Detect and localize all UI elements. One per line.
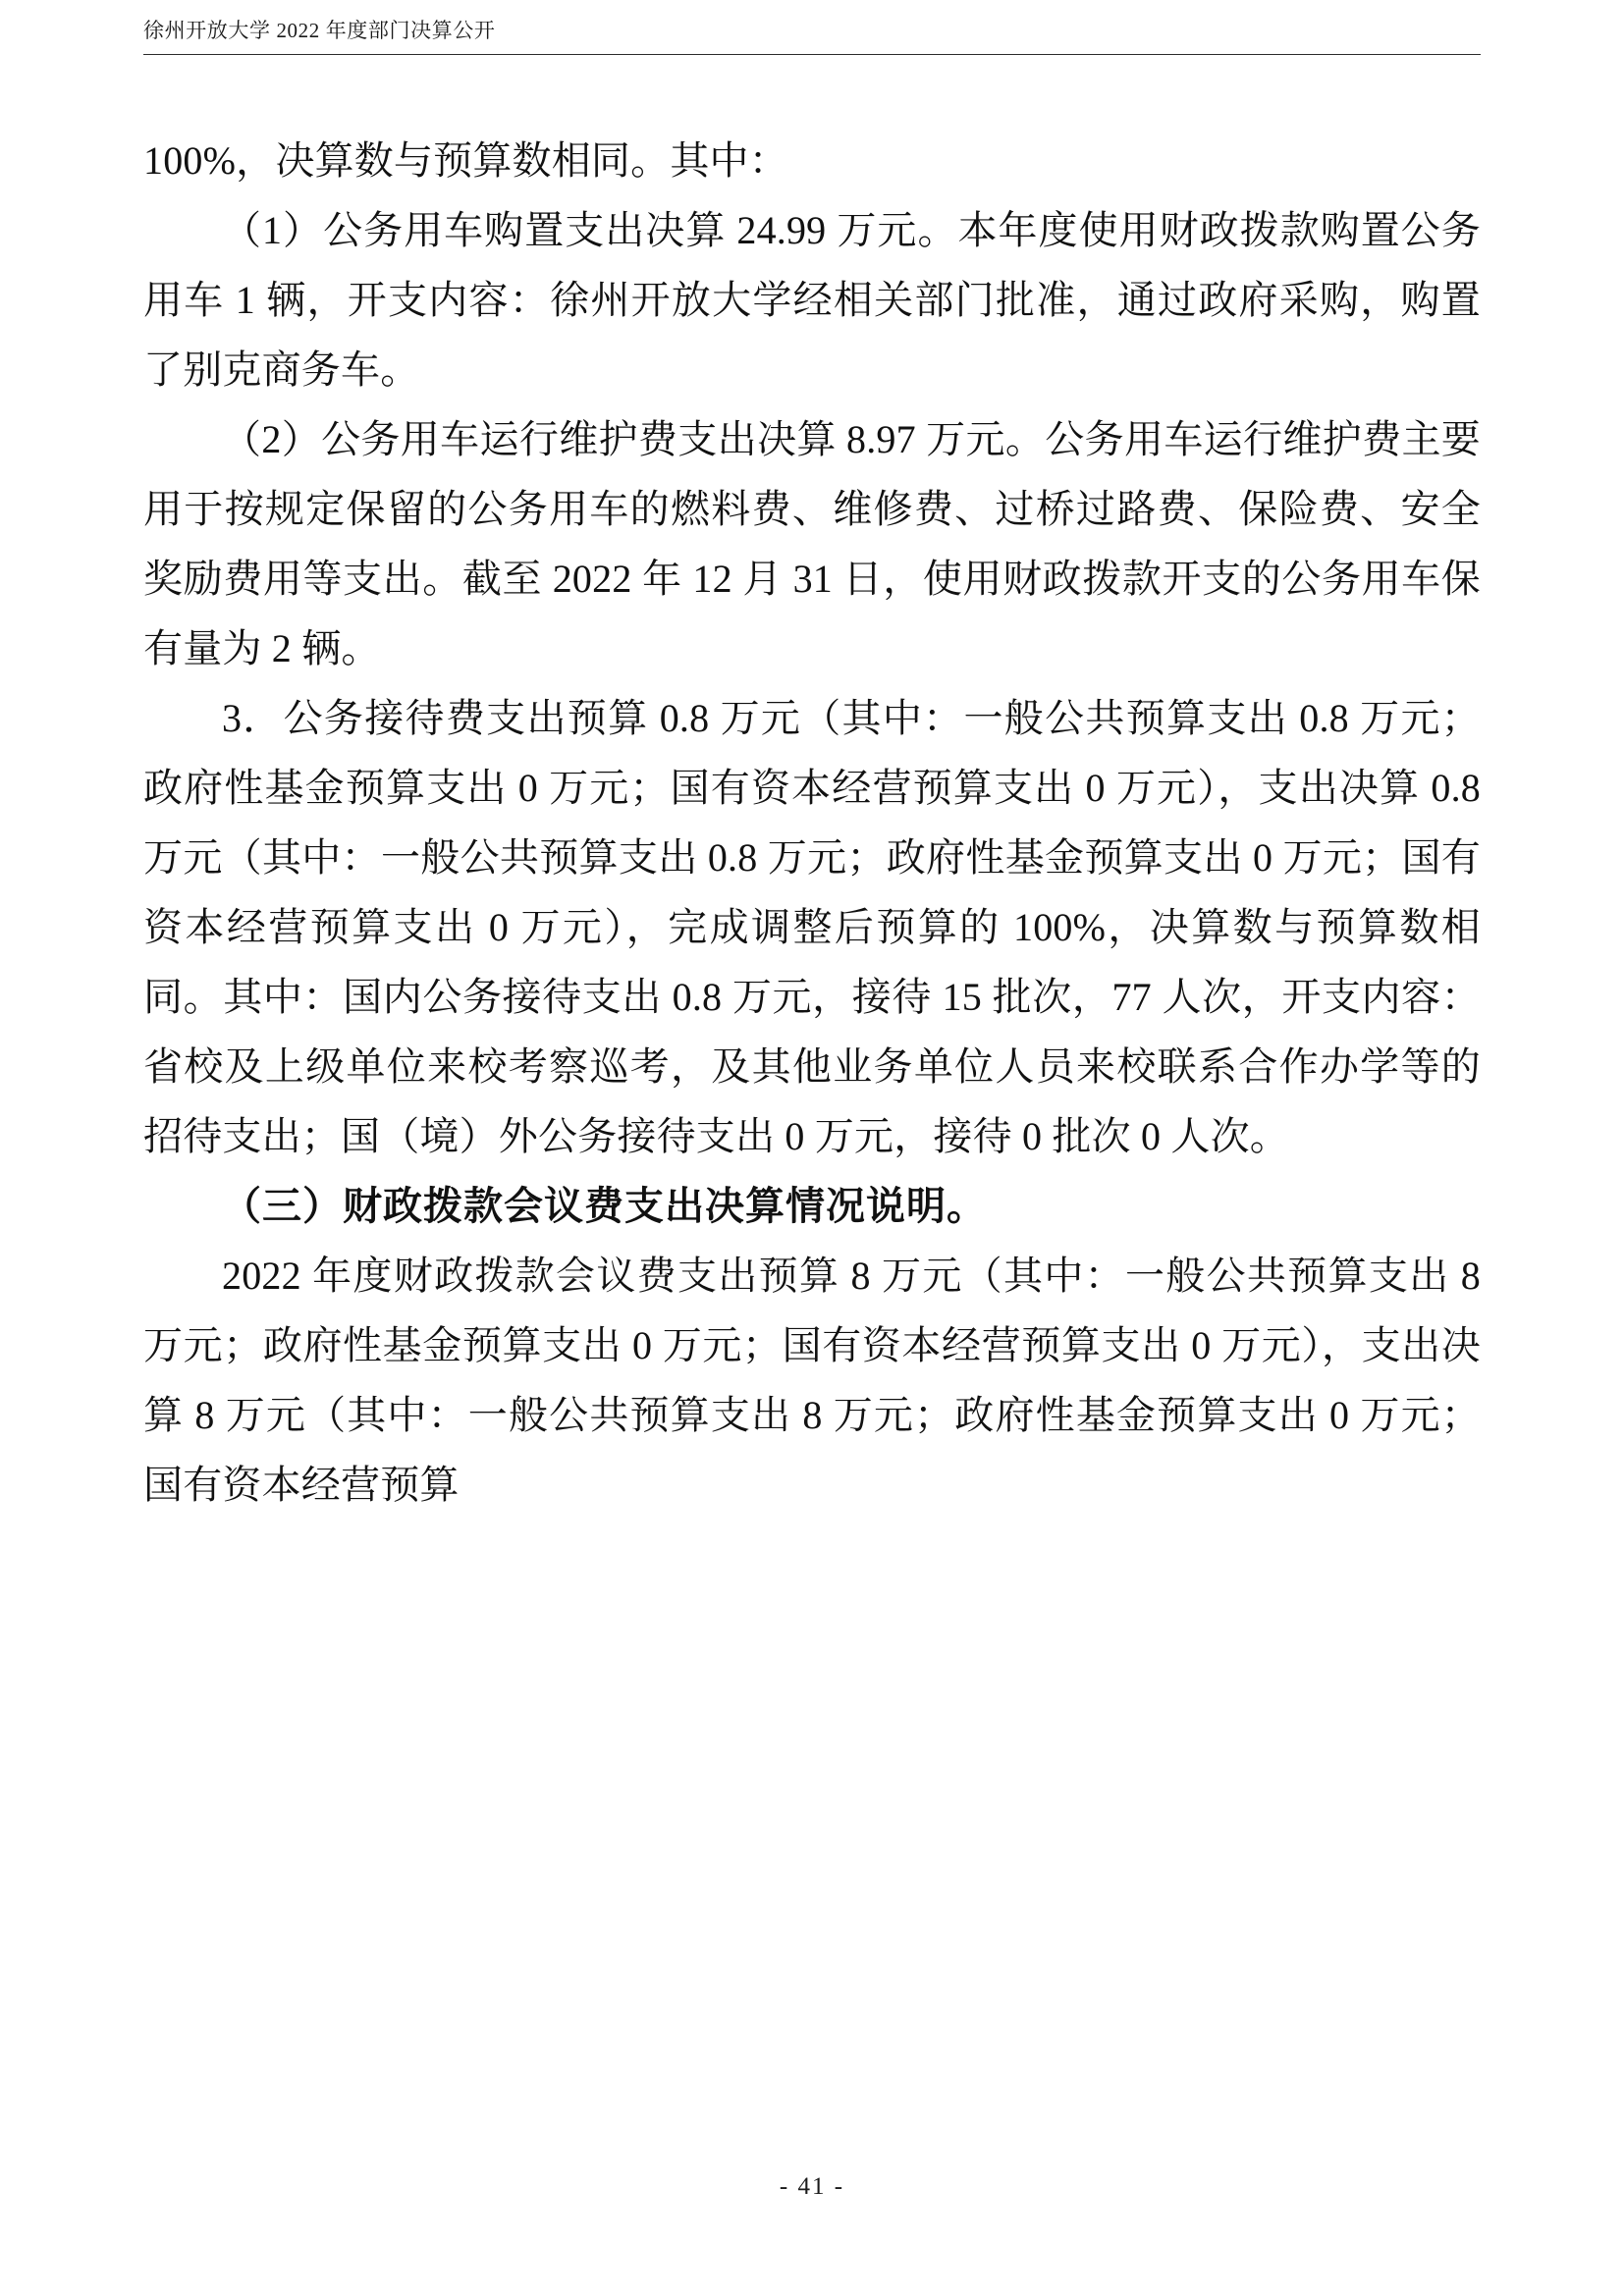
paragraph-item-2-vehicle-maintenance: （2）公务用车运行维护费支出决算 8.97 万元。公务用车运行维护费主要用于按规定保留的公务用车的燃料费、维修费、过桥过路费、保险费、安全奖励费用等支出。截至 2022 年 12 月 31 日，使用财政拨款开支的公务用车保有量为 2 辆。 (143, 417, 1481, 670)
page-number: - 41 - (779, 2173, 845, 2200)
paragraph-meeting-fee: 2022 年度财政拨款会议费支出预算 8 万元（其中：一般公共预算支出 8 万元；政府性基金预算支出 0 万元；国有资本经营预算支出 0 万元），支出决算 8 万元（其中：一般公共预算支出 8 万元；政府性基金预算支出 0 万元；国有资本经营预算 (143, 1254, 1491, 1507)
running-header (143, 18, 1481, 55)
document-body (143, 126, 1491, 1520)
section-heading-three: （三）财政拨款会议费支出决算情况说明。 (222, 1183, 987, 1229)
paragraph-item-1-vehicle-purchase: （1）公务用车购置支出决算 24.99 万元。本年度使用财政拨款购置公务用车 1 辆，开支内容：徐州开放大学经相关部门批准，通过政府采购，购置了别克商务车。 (143, 208, 1481, 392)
paragraph-carry-over-line: 100%，决算数与预算数相同。其中： (143, 138, 788, 183)
page-footer (0, 2173, 1624, 2201)
header-title: 徐州开放大学 2022 年度部门决算公开 (143, 19, 496, 42)
paragraph-item-3-hospitality: 3．公务接待费支出预算 0.8 万元（其中：一般公共预算支出 0.8 万元；政府性基金预算支出 0 万元；国有资本经营预算支出 0 万元），支出决算 0.8 万元（其中：一般公共预算支出 0.8 万元；政府性基金预算支出 0 万元；国有资本经营预算支出 0 万元），完成调整后预算的 100%，决算数与预算数相同。其中：国内公务接待支出 0.8 万元，接待 15 批次，77 人次，开支内容：省校及上级单位来校考察巡考，及其他业务单位人员来校联系合作办学等的招待支出；国（境）外公务接待支出 0 万元，接待 0 批次 0 人次。 (143, 696, 1491, 1158)
